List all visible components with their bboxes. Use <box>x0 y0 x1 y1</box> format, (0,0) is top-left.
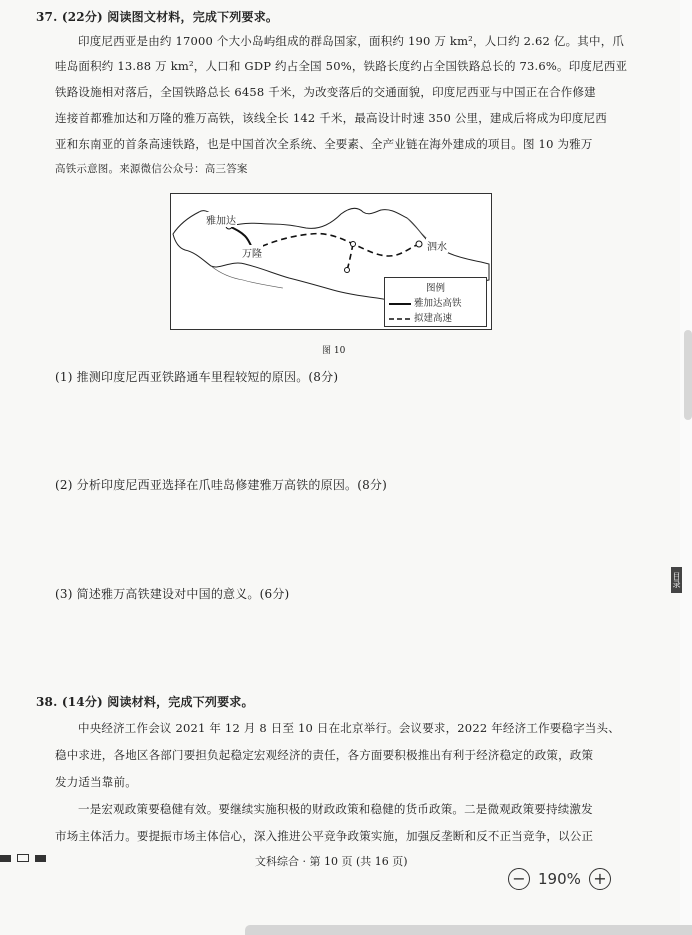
q37-paragraph-line-2: 哇岛面积约 13.88 万 km²，人口和 GDP 约占全国 50%，铁路长度约占全国铁路总长的 73.6%。印度尼西亚 <box>55 59 628 73</box>
vertical-scrollbar[interactable] <box>684 330 692 420</box>
zoom-control <box>508 868 611 890</box>
java-map-figure <box>170 193 492 330</box>
q37-paragraph-line-5: 亚和东南亚的首条高速铁路，也是中国首次全系统、全要素、全产业链在海外建成的项目。图 10 为雅万 <box>55 137 593 151</box>
planned-expressway-line <box>253 234 419 256</box>
q37-paragraph-line-3: 铁路设施相对落后，全国铁路总长 6458 千米，为改变落后的交通面貌，印度尼西亚与中国正在合作修建 <box>55 85 596 99</box>
mid-city-marker <box>351 242 356 247</box>
page-mode-icons[interactable] <box>0 854 46 862</box>
zoom-out-button[interactable]: − <box>508 868 530 890</box>
q37-heading: 37. (22分) 阅读图文材料，完成下列要求。 <box>36 10 279 24</box>
q37-paragraph-line-1: 印度尼西亚是由约 17000 个大小岛屿组成的群岛国家，面积约 190 万 km²，人口约 2.62 亿。其中，爪 <box>78 34 625 48</box>
double-page-icon[interactable] <box>17 854 29 862</box>
q37-paragraph-line-4: 连接首都雅加达和万隆的雅万高铁，该线全长 142 千米，最高设计时速 350 公里，建成后将成为印度尼西 <box>55 111 607 125</box>
q38-heading: 38. (14分) 阅读材料，完成下列要求。 <box>36 695 254 709</box>
legend-hsr-label: 雅加达高铁 <box>414 298 462 309</box>
q38-paragraph-line-3: 发力适当靠前。 <box>55 775 137 789</box>
q38-paragraph-line-4: 一是宏观政策要稳健有效。要继续实施积极的财政政策和稳健的货币政策。二是微观政策要持续激发 <box>78 802 593 816</box>
page-footer: 文科综合 · 第 10 页 (共 16 页) <box>255 855 408 868</box>
zoom-in-button[interactable]: + <box>589 868 611 890</box>
q37-subquestion-3: (3) 简述雅万高铁建设对中国的意义。(6分) <box>55 587 290 601</box>
q38-paragraph-line-5: 市场主体活力。要提振市场主体信心，深入推进公平竞争政策实施，加强反垄断和反不正当竞争，以公正 <box>55 829 594 843</box>
map-label-jakarta: 雅加达 <box>205 212 237 227</box>
horizontal-scrollbar[interactable] <box>245 925 692 935</box>
q37-subquestion-1: (1) 推测印度尼西亚铁路通车里程较短的原因。(8分) <box>55 370 339 384</box>
map-legend <box>384 277 487 327</box>
q37-paragraph-line-6: 高铁示意图。来源微信公众号：高三答案 <box>55 163 248 175</box>
q37-subquestion-2: (2) 分析印度尼西亚选择在爪哇岛修建雅万高铁的原因。(8分) <box>55 478 388 492</box>
map-label-surabaya: 泗水 <box>426 238 448 253</box>
figure-caption: 图 10 <box>322 346 346 356</box>
legend-title: 图例 <box>425 283 445 294</box>
legend-solid-line-icon <box>389 301 411 307</box>
legend-row-hsr <box>389 295 462 309</box>
single-page-icon[interactable] <box>0 855 11 862</box>
side-tab[interactable]: 目录 <box>671 567 682 593</box>
legend-dashed-line-icon <box>389 316 411 322</box>
legend-row-planned <box>389 310 452 324</box>
zoom-level: 190% <box>538 870 581 888</box>
surabaya-marker <box>416 241 422 247</box>
legend-planned-label: 拟建高速 <box>414 313 453 324</box>
map-label-bandung: 万隆 <box>241 245 263 260</box>
q38-paragraph-line-1: 中央经济工作会议 2021 年 12 月 8 日至 10 日在北京举行。会议要求，2022 年经济工作要稳字当头、 <box>78 721 620 735</box>
south-city-marker <box>345 268 350 273</box>
q38-paragraph-line-2: 稳中求进，各地区各部门要担负起稳定宏观经济的责任，各方面要积极推出有利于经济稳定的政策，政策 <box>55 748 594 762</box>
continuous-page-icon[interactable] <box>35 855 46 862</box>
